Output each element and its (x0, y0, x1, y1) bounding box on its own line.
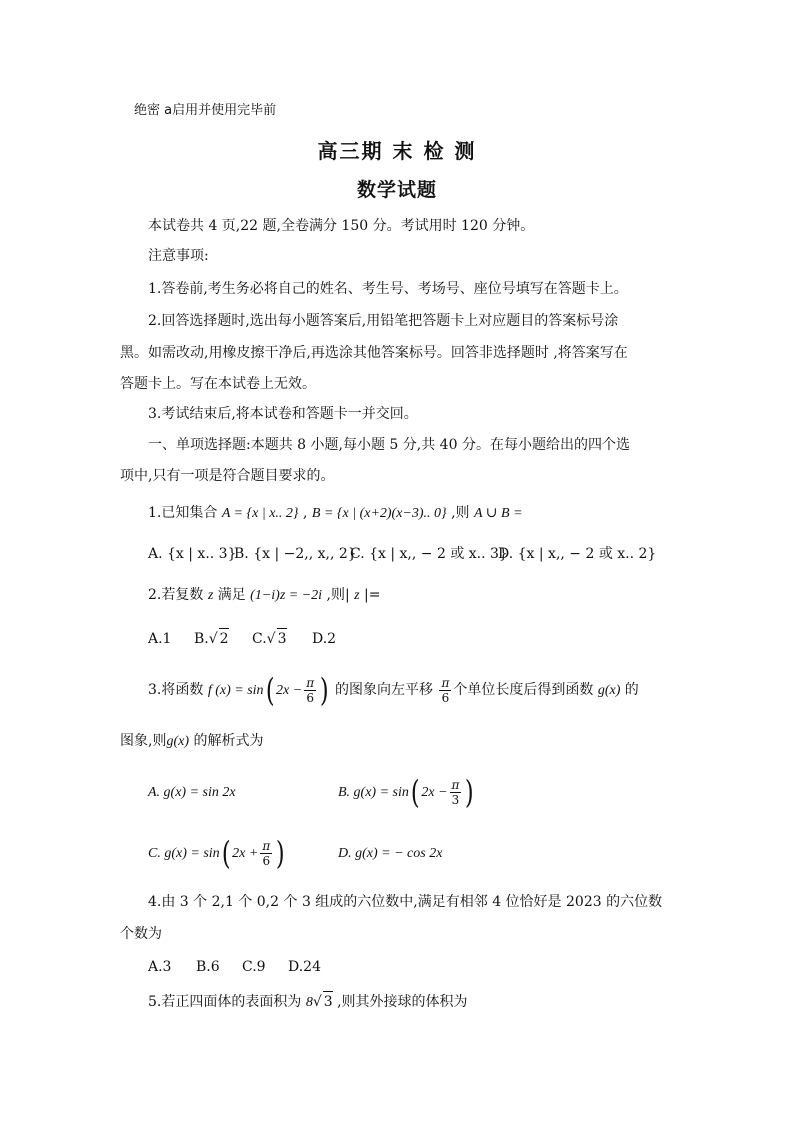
q2-option-c-label: C. (252, 631, 267, 647)
q3-end: 的 (620, 682, 639, 698)
notice-2-line-2: 黑。如需改动,用橡皮擦干净后,再选涂其他答案标号。回答非选择题时 ,将答案写在 (120, 345, 628, 361)
q3-line2-g: g(x) (166, 734, 189, 749)
question-3-stem (148, 673, 639, 708)
q3-option-b-label: B. g(x) = sin (338, 785, 409, 800)
q3-frac-num: π (306, 675, 315, 690)
q2-option-d: D.2 (312, 631, 337, 647)
q3-option-b-frac (450, 778, 462, 807)
q3-mid2: 个单位长度后得到函数 (453, 682, 598, 698)
question-5-stem: 5.若正四面体的表面积为 8√ 3 ,则其外接球的体积为 (148, 991, 468, 1013)
section-1-instructions-line-2: 项中,只有一项是符合题目要求的。 (120, 468, 335, 484)
section-1-instructions-line-1: 一、单项选择题:本题共 8 小题,每小题 5 分,共 40 分。在每小题给出的四个选 (148, 437, 630, 453)
q2-equation: (1−i)z = −2i (250, 588, 323, 603)
exam-title: 高三期 末 检 测 (317, 139, 477, 163)
q3-line2-b: 的解析式为 (189, 733, 264, 749)
q1-option-d: D. {x | x,, − 2 或 x.. 2} (498, 546, 657, 562)
q4-option-b: B.6 (196, 959, 220, 975)
q2-option-c-radicand: 3 (277, 628, 287, 649)
q1-set-b: B = {x | (x+2)(x−3).. 0} (311, 506, 447, 521)
q3-prefix: 3.将函数 (148, 682, 208, 698)
q3-options-row-1 (148, 775, 476, 810)
q3-option-c-inner: 2x + (232, 846, 259, 861)
q2-option-b-radicand: 2 (219, 628, 229, 649)
q3-frac-pi-6 (304, 676, 316, 705)
notice-1: 1.答卷前,考生务必将自己的姓名、考生号、考场号、座位号填写在答题卡上。 (148, 281, 628, 297)
question-3-stem-line-2 (120, 731, 263, 752)
question-4-stem-line-2: 个数为 (120, 926, 162, 942)
notice-2-line-3: 答题卡上。写在本试卷上无效。 (120, 376, 316, 392)
q5-radicand: 3 (323, 991, 333, 1012)
question-2-options (148, 628, 336, 649)
q3-mid: 的图象向左平移 (330, 682, 438, 698)
confidential-notice: 绝密 a启用并使用完毕前 (134, 103, 277, 118)
q3-option-c-frac (260, 839, 272, 868)
question-4-options (148, 957, 321, 977)
q1-union-expr: A ∪ B = (474, 506, 523, 521)
q1-sep: , (298, 505, 312, 521)
q2-var-z: z (207, 588, 214, 603)
q2-end: |= (359, 587, 381, 603)
q4-option-c: C.9 (242, 959, 266, 975)
q1-option-b: B. {x | −2,, x,, 2} (234, 546, 357, 562)
q3-shift-den: 6 (441, 690, 450, 705)
q1-option-c: C. {x | x,, − 2 或 x.. 3} (350, 546, 508, 562)
q2-var-z-abs: z (354, 588, 360, 603)
q3-b-right-paren: ) (465, 773, 475, 811)
q2-option-b-label: B. (194, 631, 209, 647)
notice-heading: 注意事项: (148, 248, 209, 264)
notice-3: 3.考试结束后,将本试卷和答题卡一并交回。 (148, 406, 418, 422)
q3-option-d: D. g(x) = − cos 2x (338, 846, 443, 861)
q1-set-a: A = {x | x.. 2} (221, 506, 299, 521)
q2-mid: 满足 (213, 587, 251, 603)
notice-2-line-1: 2.回答选择题时,选出每小题答案后,用铅笔把答题卡上对应题目的答案标号涂 (148, 313, 619, 329)
q3-c-right-paren: ) (276, 834, 285, 872)
q1-prefix: 1.已知集合 (148, 505, 222, 521)
q1-option-a: A. {x | x.. 3} (148, 546, 237, 562)
q2-suffix: ,则| (322, 587, 355, 603)
q3-left-paren: ( (265, 671, 275, 709)
question-2-stem (148, 585, 381, 606)
exam-summary: 本试卷共 4 页,22 题,全卷满分 150 分。考试用时 120 分钟。 (148, 218, 535, 234)
q3-function-f: f (x) = sin (207, 683, 264, 698)
q3-option-b (338, 775, 476, 810)
q3-option-c-label: C. g(x) = sin (148, 846, 220, 861)
q2-option-a: A.1 (148, 631, 172, 647)
q3-shift-frac (439, 676, 451, 705)
question-1-stem (148, 503, 523, 524)
q3-b-num: π (451, 777, 460, 792)
q3-c-den: 6 (262, 853, 271, 868)
q3-option-a: A. g(x) = sin 2x (148, 785, 236, 800)
q2-option-c: C.√ 3 (252, 628, 312, 649)
q3-line2-a: 图象,则 (120, 733, 167, 749)
q3-b-den: 3 (451, 792, 460, 807)
q3-inner: 2x − (276, 683, 303, 698)
q5-suffix: ,则其外接球的体积为 (332, 994, 468, 1010)
q3-option-b-inner: 2x − (421, 785, 448, 800)
q3-options-row-2 (148, 836, 442, 871)
q4-option-a: A.3 (148, 959, 172, 975)
q5-prefix: 5.若正四面体的表面积为 (148, 994, 306, 1010)
q5-coef: 8 (305, 995, 313, 1010)
question-1-options (148, 544, 656, 564)
q2-prefix: 2.若复数 (148, 587, 208, 603)
q3-c-num: π (262, 838, 271, 853)
q3-frac-den: 6 (306, 690, 314, 705)
q1-suffix: ,则 (446, 505, 474, 521)
q3-b-left-paren: ( (410, 773, 420, 811)
q3-c-left-paren: ( (221, 834, 231, 872)
q3-option-c (148, 836, 338, 871)
q3-shift-num: π (441, 675, 450, 690)
q3-right-paren: ) (319, 671, 329, 709)
q2-option-b: B.√ 2 (194, 628, 252, 649)
question-4-stem: 4.由 3 个 2,1 个 0,2 个 3 组成的六位数中,满足有相邻 4 位恰好是 2023 的六位数 (148, 894, 663, 910)
q3-function-g: g(x) (597, 683, 621, 698)
subject-title: 数学试题 (356, 179, 437, 201)
q4-option-d: D.24 (288, 959, 321, 975)
